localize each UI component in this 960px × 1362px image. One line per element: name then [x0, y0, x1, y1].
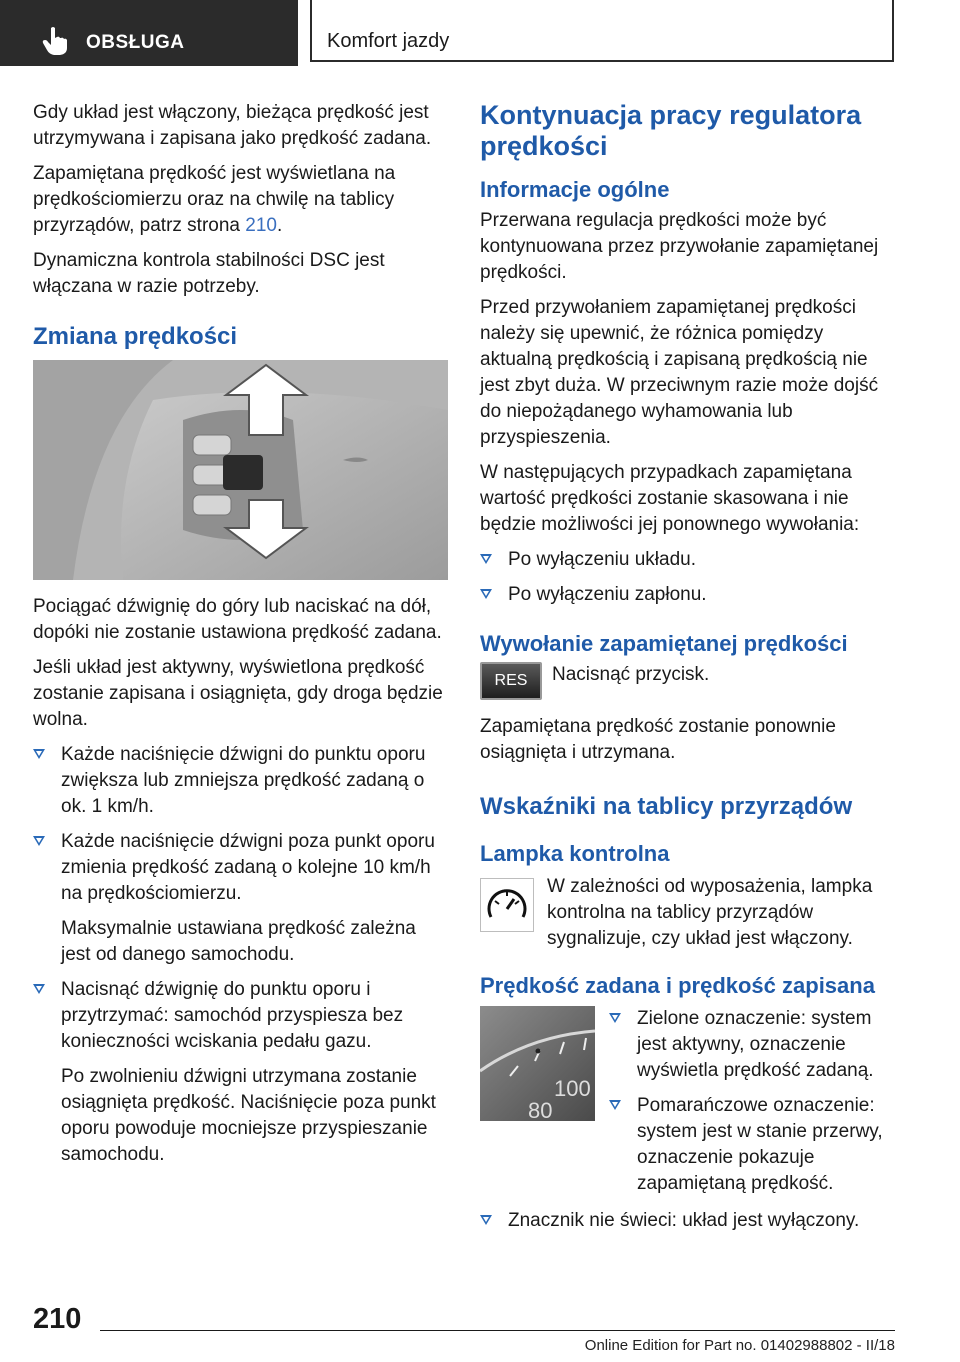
heading-wskazniki: Wskaźniki na tablicy przyrządów	[480, 793, 853, 820]
list-item-text: Każde naciśnięcie dźwigni poza punkt oporu zmienia prędkość zadaną o kolejne 10 km/h na prędkościomierzu.	[61, 831, 435, 904]
page-header	[0, 0, 960, 66]
section-tab-label: OBSŁUGA	[86, 32, 185, 53]
bullet-triangle-icon	[609, 1100, 621, 1110]
speedometer-image	[480, 1006, 595, 1121]
list-item-text: Pomarańczowe oznaczenie: system jest w stanie przerwy, oznaczenie pokazuje zapamiętaną prędkość.	[637, 1095, 883, 1194]
speedometer-80-label: 80	[528, 1098, 553, 1121]
section-tab[interactable]	[0, 0, 298, 66]
chapter-tab-label: Komfort jazdy	[327, 30, 450, 52]
list-item-note: Maksymalnie ustawiana prędkość zależna jest od danego samochodu.	[61, 918, 416, 965]
bullet-triangle-icon	[480, 554, 492, 564]
paragraph: Pociągać dźwignię do góry lub naciskać na dół, dopóki nie zostanie ustawiona prędkość zadana.	[33, 596, 442, 643]
heading-wywolanie: Wywołanie zapamiętanej prędkości	[480, 631, 848, 656]
heading-kontynuacja: Kontynuacja pracy regulatora prędkości	[480, 100, 862, 161]
paragraph: Zapamiętana prędkość zostanie ponownie osiągnięta i utrzymana.	[480, 716, 836, 763]
speedometer-section	[480, 1006, 895, 1206]
edition-text: Online Edition for Part no. 01402988802 - II/18	[584, 1337, 895, 1354]
list-item-note: Po zwolnieniu dźwigni utrzymana zostanie osiągnięta prędkość. Naciśnięcie poza punkt oporu powoduje mocniejsze przyspieszanie samochodu.	[61, 1066, 436, 1165]
hand-pointer-icon	[42, 26, 68, 56]
bullet-triangle-icon	[33, 984, 45, 994]
list-item-text: Znacznik nie świeci: układ jest wyłączony.	[508, 1210, 860, 1231]
heading-predkosc-zadana: Prędkość zadana i prędkość zapisana	[480, 973, 875, 998]
lamp-info	[480, 874, 895, 952]
page-link[interactable]: 210	[245, 215, 277, 236]
list-item	[33, 742, 448, 820]
list-item-text: Po wyłączeniu układu.	[508, 549, 696, 570]
list-item	[480, 1208, 895, 1234]
chapter-tab[interactable]	[310, 0, 894, 62]
paragraph: Jeśli układ jest aktywny, wyświetlona prędkość zostanie zapisana i osiągnięta, gdy droga będzie wolna.	[33, 657, 443, 730]
speedometer-indicator-icon	[480, 878, 534, 932]
paragraph	[33, 161, 448, 239]
list-item	[33, 829, 448, 907]
list-item-text: Zielone oznaczenie: system jest aktywny, oznaczenie wyświetla prędkość zadaną.	[637, 1008, 874, 1081]
paragraph-end: .	[276, 215, 283, 236]
page-number: 210	[33, 1303, 82, 1335]
left-column	[33, 100, 448, 1177]
list-item-text: Każde naciśnięcie dźwigni do punktu oporu zwiększa lub zmniejsza prędkość zadaną o ok. 1 km/h.	[61, 744, 426, 817]
bullet-triangle-icon	[33, 749, 45, 759]
speedometer-list	[609, 1006, 895, 1206]
right-column	[480, 100, 895, 1243]
paragraph: Przerwana regulacja prędkości może być kontynuowana przez przywołanie zapamiętanej prędkości.	[480, 210, 879, 283]
steering-wheel-illustration	[33, 360, 448, 580]
heading-lampka-kontrolna: Lampka kontrolna	[480, 841, 670, 866]
paragraph: Dynamiczna kontrola stabilności DSC jest włączana w razie potrzeby.	[33, 250, 385, 297]
footer-divider	[100, 1330, 895, 1331]
list-item	[609, 1093, 895, 1197]
list-item	[609, 1006, 895, 1084]
bullet-triangle-icon	[480, 589, 492, 599]
bullet-triangle-icon	[480, 1215, 492, 1225]
heading-zmiana-predkosci: Zmiana prędkości	[33, 323, 238, 350]
list-item	[33, 977, 448, 1055]
res-instruction	[480, 662, 895, 700]
heading-informacje-ogolne: Informacje ogólne	[480, 177, 670, 202]
list-item	[480, 582, 895, 608]
list-item-text: Po wyłączeniu zapłonu.	[508, 584, 707, 605]
bullet-triangle-icon	[609, 1013, 621, 1023]
paragraph-text: Zapamiętana prędkość jest wyświetlana na prędkościomierzu oraz na chwilę na tablicy przyrządów, patrz strona	[33, 163, 396, 236]
list-item-text: Nacisnąć dźwignię do punktu oporu i przytrzymać: samochód przyspiesza bez konieczności wciskania pedału gazu.	[61, 979, 404, 1052]
speedometer-icon-graphic	[481, 879, 533, 931]
lamp-info-text: W zależności od wyposażenia, lampka kontrolna na tablicy przyrządów sygnalizuje, czy układ jest włączony.	[547, 876, 873, 949]
res-button-icon: RES	[480, 662, 542, 700]
paragraph: W następujących przypadkach zapamiętana wartość prędkości zostanie skasowana i nie będzie możliwości jej ponownego wywołania:	[480, 462, 860, 535]
list-item	[480, 547, 895, 573]
bullet-triangle-icon	[33, 836, 45, 846]
res-instruction-text: Nacisnąć przycisk.	[552, 664, 710, 685]
paragraph: Gdy układ jest włączony, bieżąca prędkość jest utrzymywana i zapisana jako prędkość zadana.	[33, 102, 432, 149]
speedometer-100-label: 100	[554, 1076, 591, 1101]
paragraph: Przed przywołaniem zapamiętanej prędkości należy się upewnić, że różnica pomiędzy aktualną prędkością i zapisaną prędkością nie jest zbyt duża. W przeciwnym razie może dojść do niepożądanego wyhamowania lub przyspieszenia.	[480, 297, 879, 448]
